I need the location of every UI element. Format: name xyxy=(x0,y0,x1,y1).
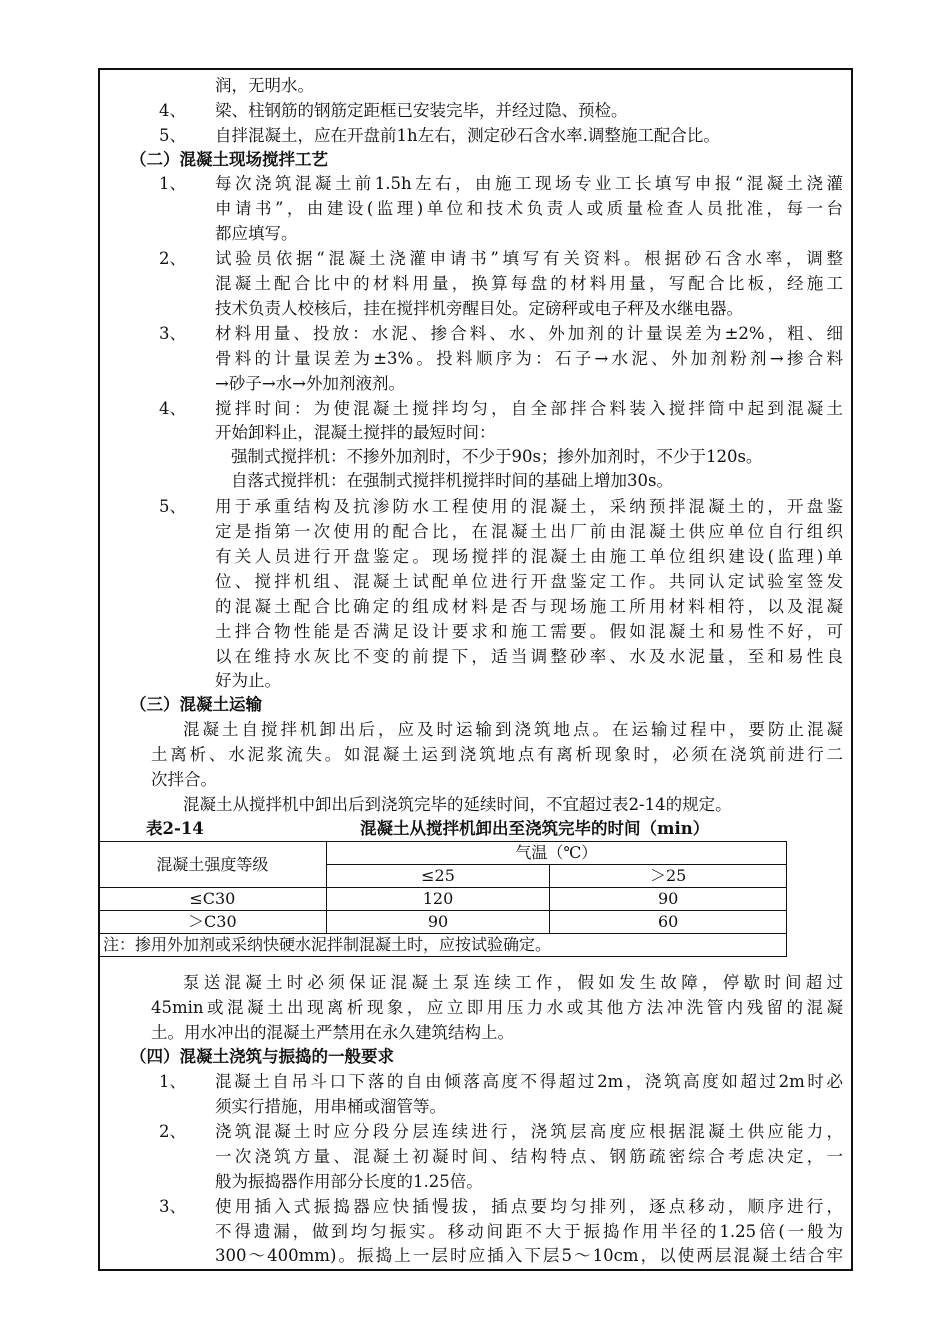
text-line: 位、搅拌机组、混凝土试配单位进行开盘鉴定工作。共同认定试验室签发 xyxy=(215,572,843,591)
table-sub-header: ≤25 xyxy=(326,865,550,888)
text-line: 浇筑混凝土时应分段分层连续进行，浇筑层高度应根据混凝土供应能力， xyxy=(215,1122,843,1141)
text-line: 有关人员进行开盘鉴定。现场搅拌的混凝土由施工单位组织建设(监理)单 xyxy=(215,547,843,566)
text-line: 次拌合。 xyxy=(151,770,217,789)
text-line: 自落式搅拌机：在强制式搅拌机搅拌时间的基础上增加30s。 xyxy=(231,471,673,490)
text-line: 须实行措施，用串桶或溜管等。 xyxy=(215,1097,446,1116)
table-col-header: 混凝土强度等级 xyxy=(99,842,327,888)
text-line: 梁、柱钢筋的钢筋定距框已安装完毕，并经过隐、预检。 xyxy=(215,101,628,120)
text-line: 定是指第一次使用的配合比，在混凝土出厂前由混凝土供应单位自行组织 xyxy=(215,522,843,541)
table-sub-header: ＞25 xyxy=(550,865,787,888)
table-note: 注：掺用外加剂或采纳快硬水泥拌制混凝土时，应按试验确定。 xyxy=(99,934,787,957)
text-line: 试验员依据“混凝土浇灌申请书”填写有关资料。根据砂石含水率，调整 xyxy=(215,249,843,268)
text-line: 申请书”，由建设(监理)单位和技术负责人或质量检查人员批准，每一台 xyxy=(215,199,843,218)
table-temp-header: 气温（℃） xyxy=(326,842,786,865)
text-line: 不得遗漏，做到均匀振实。移动间距不大于振捣作用半径的1.25倍(一般为 xyxy=(215,1222,843,1241)
table-cell: 120 xyxy=(326,888,550,911)
text-line: 的混凝土配合比确定的组成材料是否与现场施工所用材料相符，以及混凝 xyxy=(215,597,843,616)
table-cell: 60 xyxy=(550,911,787,934)
text-line: 般为振捣器作用部分长度的1.25倍。 xyxy=(215,1172,483,1191)
table-row xyxy=(99,911,787,934)
item-number: 4、 xyxy=(159,399,186,418)
text-line: 混凝土从搅拌机中卸出后到浇筑完毕的延续时间，不宜超过表2-14的规定。 xyxy=(183,795,732,814)
text-line: 用于承重结构及抗渗防水工程使用的混凝土，采纳预拌混凝土的，开盘鉴 xyxy=(215,497,843,516)
item-number: 5、 xyxy=(159,126,186,145)
table-cell: 90 xyxy=(550,888,787,911)
text-line: 自拌混凝土，应在开盘前1h左右，测定砂石含水率.调整施工配合比。 xyxy=(215,126,720,145)
text-line: →砂子→水→外加剂液剂。 xyxy=(215,374,405,393)
text-line: 混凝土自搅拌机卸出后，应及时运输到浇筑地点。在运输过程中，要防止混凝 xyxy=(183,720,843,739)
item-number: 3、 xyxy=(159,1197,186,1216)
text-line: 混凝土自吊斗口下落的自由倾落高度不得超过2m，浇筑高度如超过2m时必 xyxy=(215,1072,843,1091)
section-heading: （四）混凝土浇筑与振捣的一般要求 xyxy=(130,1047,394,1066)
text-line: 每次浇筑混凝土前1.5h左右，由施工现场专业工长填写申报“混凝土浇灌 xyxy=(215,174,843,193)
text-line: 都应填写。 xyxy=(215,224,298,243)
text-line: 以在维持水灰比不变的前提下，适当调整砂率、水及水泥量，至和易性良 xyxy=(215,647,843,666)
item-number: 1、 xyxy=(159,1072,186,1091)
text-line: 骨料的计量误差为±3%。投料顺序为：石子→水泥、外加剂粉剂→掺合料 xyxy=(215,349,843,368)
text-line: 开始卸料止，混凝土搅拌的最短时间： xyxy=(215,423,496,442)
item-number: 3、 xyxy=(159,324,186,343)
item-number: 4、 xyxy=(159,101,186,120)
text-line: 混凝土配合比中的材料用量，换算每盘的材料用量，写配合比板，经施工 xyxy=(215,274,843,293)
text-line: 强制式搅拌机：不掺外加剂时，不少于90s；掺外加剂时，不少于120s。 xyxy=(231,447,763,466)
text-line: 搅拌时间：为使混凝土搅拌均匀，自全部拌合料装入搅拌筒中起到混凝土 xyxy=(215,399,843,418)
table-cell: ＞C30 xyxy=(99,911,327,934)
table-caption: 混凝土从搅拌机卸出至浇筑完毕的时间（min） xyxy=(360,819,710,838)
table-row xyxy=(99,888,787,911)
table-cell: ≤C30 xyxy=(99,888,327,911)
section-heading: （三）混凝土运输 xyxy=(130,695,262,714)
text-line: 技术负责人校核后，挂在搅拌机旁醒目处。定磅秤或电子秤及水继电器。 xyxy=(215,299,743,318)
text-line: 土。用水冲出的混凝土严禁用在永久建筑结构上。 xyxy=(151,1023,514,1042)
text-line: 土离析、水泥浆流失。如混凝土运到浇筑地点有离析现象时，必须在浇筑前进行二 xyxy=(151,745,843,764)
text-line: 使用插入式振捣器应快插慢拔，插点要均匀排列，逐点移动，顺序进行， xyxy=(215,1197,843,1216)
text-line: 45min或混凝土出现离析现象，应立即用压力水或其他方法冲洗管内残留的混凝 xyxy=(151,998,843,1017)
table-label: 表2-14 xyxy=(146,819,204,838)
text-line: 一次浇筑方量、混凝土初凝时间、结构特点、钢筋疏密综合考虑决定，一 xyxy=(215,1147,843,1166)
text-line: 好为止。 xyxy=(215,671,281,690)
section-heading: （二）混凝土现场搅拌工艺 xyxy=(130,150,328,169)
item-number: 2、 xyxy=(159,249,186,268)
text-line: 润，无明水。 xyxy=(215,76,314,95)
text-line: 300～400mm)。振捣上一层时应插入下层5～10cm，以使两层混凝土结合牢 xyxy=(215,1246,843,1265)
text-line: 土拌合物性能是否满足设计要求和施工需要。假如混凝土和易性不好，可 xyxy=(215,622,843,641)
table-cell: 90 xyxy=(326,911,550,934)
item-number: 1、 xyxy=(159,174,186,193)
text-line: 材料用量、投放：水泥、掺合料、水、外加剂的计量误差为±2%，粗、细 xyxy=(215,324,843,343)
item-number: 5、 xyxy=(159,497,186,516)
item-number: 2、 xyxy=(159,1122,186,1141)
time-table xyxy=(98,841,787,957)
text-line: 泵送混凝土时必须保证混凝土泵连续工作，假如发生故障，停歇时间超过 xyxy=(183,973,843,992)
